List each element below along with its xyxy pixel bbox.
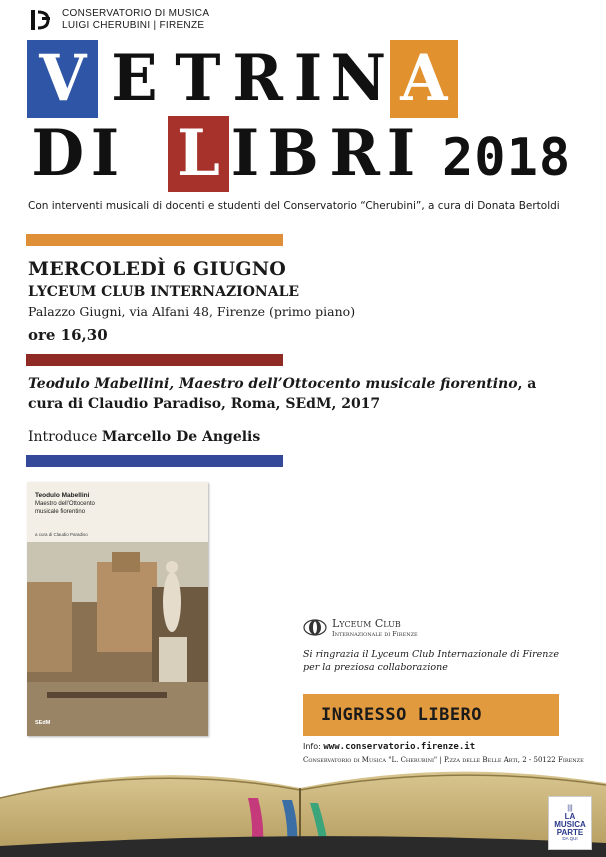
title-letter: N — [330, 41, 386, 116]
divider-blue — [26, 455, 283, 467]
book-credits-line: cura di Claudio Paradiso, Roma, SEdM, 2017 — [28, 396, 381, 412]
event-date: MERCOLEDÌ 6 GIUGNO — [28, 258, 287, 280]
title-letter: A — [400, 41, 448, 116]
badge-line3: PARTE — [556, 827, 584, 837]
title-letter-box-orange — [390, 40, 458, 118]
title-letter: B — [267, 116, 319, 191]
introducer-line — [28, 429, 260, 445]
subtitle: Con interventi musicali di docenti e studenti del Conservatorio “Cherubini”, a cura di Donata Bertoldi — [28, 200, 560, 212]
title-letter-box-blue — [27, 40, 98, 118]
free-entry-text: INGRESSO LIBERO — [321, 705, 483, 725]
title-year: 2018 — [442, 128, 572, 188]
title-letter: I — [386, 116, 416, 191]
lyceum-name: Lyceum Club — [332, 617, 401, 630]
introducer-label: Introduce — [28, 429, 98, 445]
event-venue: LYCEUM CLUB INTERNAZIONALE — [28, 284, 300, 300]
divider-orange — [26, 234, 283, 246]
title-letter: R — [232, 41, 284, 116]
institution-name-line1: CONSERVATORIO DI MUSICA — [62, 8, 210, 19]
cover-title-line2: musicale fiorentino — [35, 509, 86, 515]
introducer-name: Marcello De Angelis — [101, 429, 261, 445]
free-entry-banner — [303, 694, 559, 736]
title-letter: R — [329, 116, 381, 191]
book-title-suffix: , a — [517, 376, 537, 392]
cover-curator: a cura di Claudio Paradiso — [35, 532, 88, 537]
title-letter: I — [90, 116, 120, 191]
conservatorio-address: Conservatorio di Musica "L. Cherubini" | P.zza delle Belle Arti, 2 - 50122 Firenze — [303, 756, 584, 764]
cover-title-line1: Maestro dell'Ottocento — [35, 501, 95, 507]
title-letter: D — [31, 116, 85, 191]
badge-line4: DA QUI — [562, 835, 578, 841]
cover-publisher: SEdM — [35, 720, 51, 726]
title-letter: I — [230, 116, 260, 191]
institution-name-line2: LUIGI CHERUBINI | FIRENZE — [62, 20, 205, 31]
thanks-line2: per la preziosa collaborazione — [303, 662, 448, 673]
badge-line2: MUSICA — [554, 819, 586, 829]
lyceum-subtitle: Internazionale di Firenze — [332, 630, 418, 638]
title-letter: V — [38, 41, 87, 116]
event-address: Palazzo Giugni, via Alfani 48, Firenze (primo piano) — [28, 304, 356, 319]
badge-line1: LA — [564, 811, 576, 821]
title-letter: T — [175, 41, 221, 116]
open-book-illustration — [0, 758, 606, 857]
conservatorio-logo-icon — [30, 8, 54, 32]
book-cover-image — [27, 482, 208, 736]
info-label: Info: — [303, 742, 321, 751]
thanks-line1: Si ringrazia il Lyceum Club Internazionale di Firenze — [303, 649, 560, 660]
title-letter: I — [293, 41, 323, 116]
badge-bars-icon: ||| — [567, 804, 573, 812]
title-letter-box-red — [168, 116, 229, 192]
la-musica-parte-badge — [548, 796, 592, 850]
cover-author: Teodulo Mabellini — [35, 492, 90, 499]
info-url-link[interactable]: www.conservatorio.firenze.it — [323, 742, 476, 752]
divider-red — [26, 354, 283, 366]
book-title: Teodulo Mabellini, Maestro dell’Ottocento musicale fiorentino — [28, 376, 518, 392]
title-letter: E — [110, 41, 158, 116]
event-time: ore 16,30 — [28, 326, 108, 344]
info-line — [303, 742, 475, 752]
title-letter: L — [177, 116, 220, 191]
lyceum-logo-icon — [303, 619, 327, 636]
cover-painting — [27, 542, 208, 736]
book-title-line — [28, 376, 536, 392]
